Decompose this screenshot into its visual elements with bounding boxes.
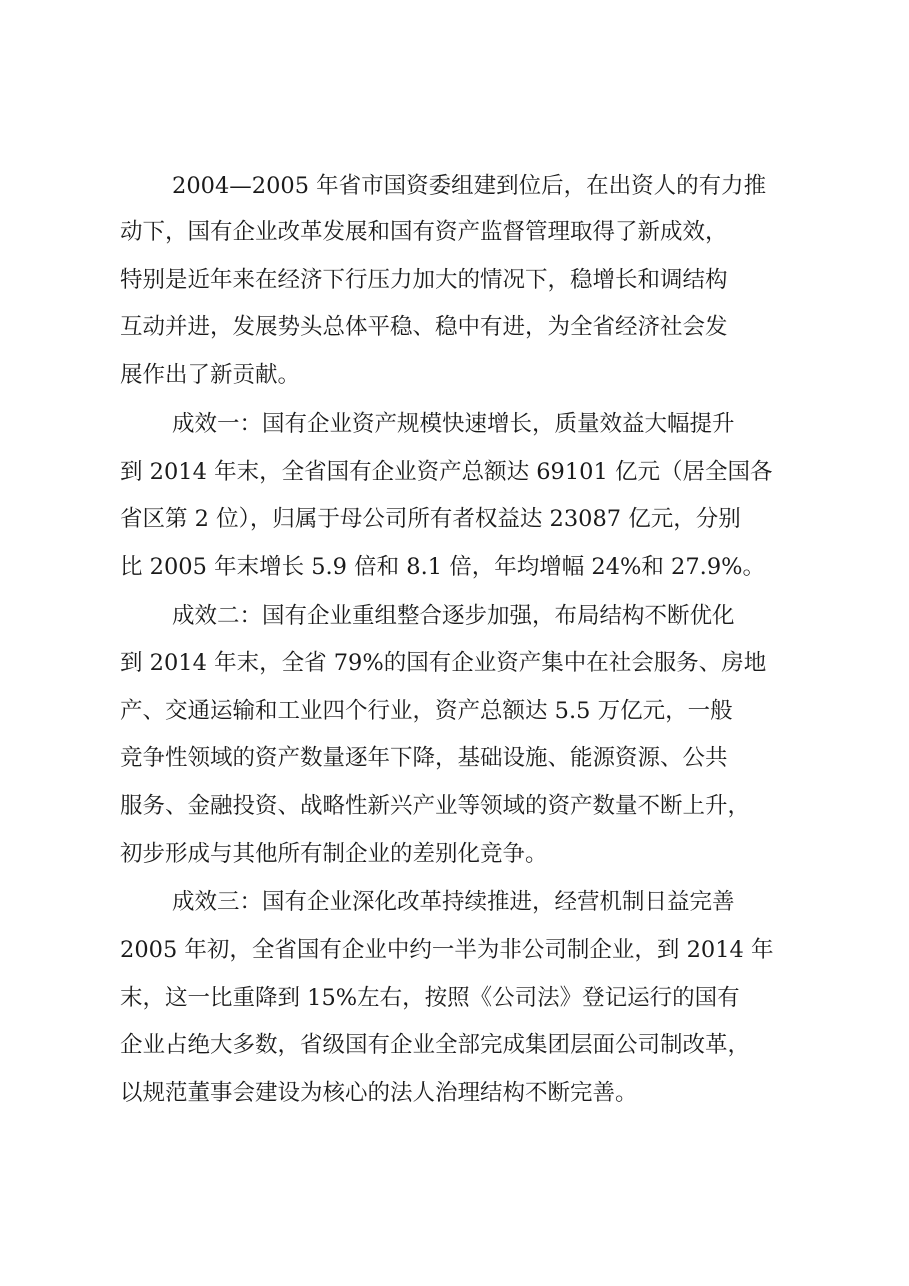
text-line: 服务、金融投资、战略性新兴产业等领域的资产数量不断上升， bbox=[120, 793, 751, 819]
text-line: 成效一：国有企业资产规模快速增长，质量效益大幅提升 bbox=[172, 411, 735, 437]
text-line: 末，这一比重降到 15%左右，按照《公司法》登记运行的国有 bbox=[120, 985, 740, 1011]
text-line: 成效二：国有企业重组整合逐步加强，布局结构不断优化 bbox=[172, 603, 735, 629]
text-line: 比 2005 年末增长 5.9 倍和 8.1 倍，年均增幅 24%和 27.9%。 bbox=[120, 554, 766, 580]
text-line: 竞争性领域的资产数量逐年下降，基础设施、能源资源、公共 bbox=[120, 745, 728, 771]
text-line: 以规范董事会建设为核心的法人治理结构不断完善。 bbox=[120, 1080, 638, 1106]
text-line: 产、交通运输和工业四个行业，资产总额达 5.5 万亿元，一般 bbox=[120, 698, 733, 724]
text-line: 企业占绝大多数，省级国有企业全部完成集团层面公司制改革， bbox=[120, 1032, 751, 1058]
text-line: 成效三：国有企业深化改革持续推进，经营机制日益完善 bbox=[172, 889, 735, 915]
text-line: 省区第 2 位），归属于母公司所有者权益达 23087 亿元，分别 bbox=[120, 506, 741, 532]
text-line: 初步形成与其他所有制企业的差别化竞争。 bbox=[120, 841, 548, 867]
text-line: 到 2014 年末，全省 79%的国有企业资产集中在社会服务、房地 bbox=[120, 650, 767, 676]
text-line: 特别是近年来在经济下行压力加大的情况下，稳增长和调结构 bbox=[120, 267, 728, 293]
text-line: 到 2014 年末，全省国有企业资产总额达 69101 亿元（居全国各 bbox=[120, 459, 773, 485]
text-line: 2005 年初，全省国有企业中约一半为非公司制企业，到 2014 年 bbox=[120, 937, 774, 963]
text-line: 动下，国有企业改革发展和国有资产监督管理取得了新成效， bbox=[120, 219, 728, 245]
text-line: 2004—2005 年省市国资委组建到位后，在出资人的有力推 bbox=[172, 173, 767, 199]
text-line: 互动并进，发展势头总体平稳、稳中有进，为全省经济社会发 bbox=[120, 314, 728, 340]
text-line: 展作出了新贡献。 bbox=[120, 362, 301, 388]
